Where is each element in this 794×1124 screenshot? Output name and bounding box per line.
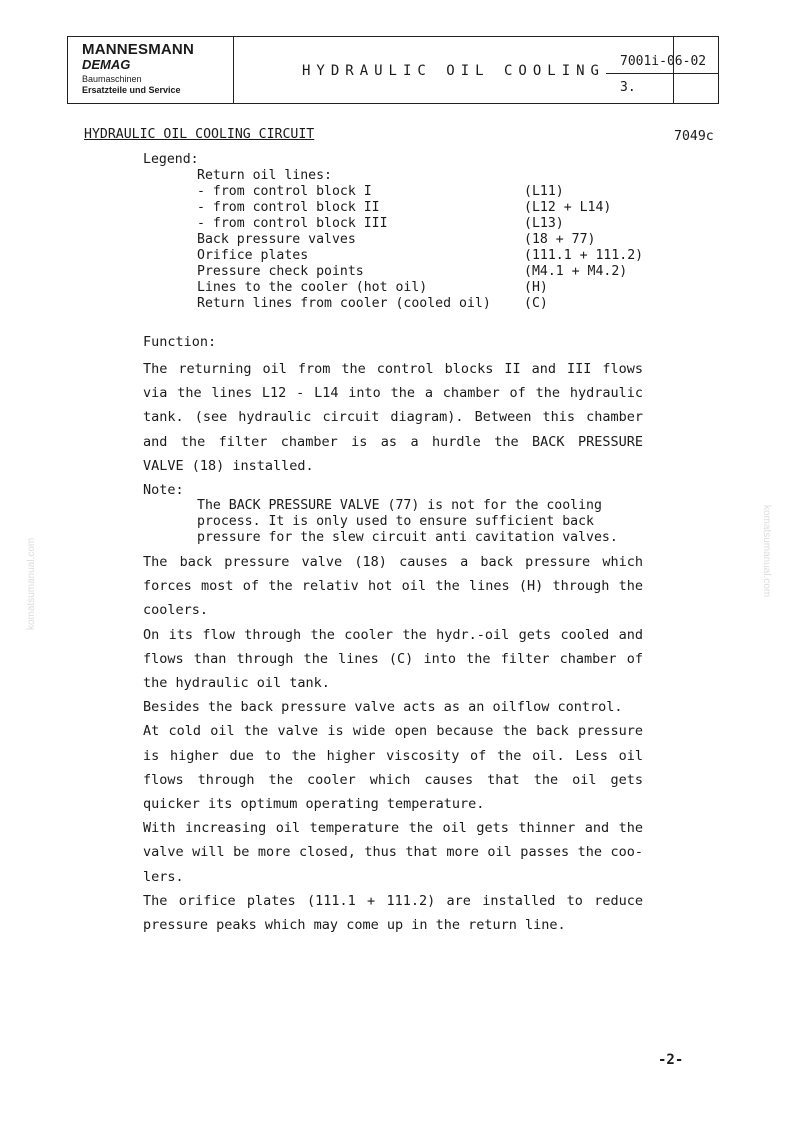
note-line: pressure for the slew circuit anti cavitation valves.	[197, 530, 618, 545]
header-title: HYDRAULIC OIL COOLING	[301, 63, 605, 79]
brand-service: Ersatzteile und Service	[82, 85, 181, 95]
function-label: Function:	[143, 334, 217, 350]
page-number: -2-	[658, 1052, 684, 1068]
legend-ref: (L13)	[524, 216, 564, 231]
legend-item: Return oil lines:	[197, 168, 332, 183]
text-line: VALVE (18) installed.	[143, 457, 314, 474]
brand-block	[68, 37, 234, 103]
doc-number: 7001i-06-02	[620, 54, 707, 69]
note-line: process. It is only used to ensure sufficient back	[197, 514, 594, 529]
function-paragraph	[143, 550, 643, 937]
text-line: flows through the cooler which causes that the oil gets	[143, 771, 643, 788]
watermark-left: komatsumanual.com	[26, 537, 37, 630]
legend-item: Pressure check points	[197, 264, 364, 279]
text-line: The orifice plates (111.1 + 111.2) are installed to reduce	[143, 892, 643, 909]
function-paragraph	[143, 357, 643, 478]
legend-ref: (M4.1 + M4.2)	[524, 264, 628, 279]
text-line: At cold oil the valve is wide open because the back pressure	[143, 723, 643, 740]
legend-label: Legend:	[143, 152, 199, 167]
legend-ref: (L12 + L14)	[524, 200, 612, 215]
brand-sub: DEMAG	[82, 57, 131, 72]
header-ref-cell	[674, 37, 720, 103]
legend-item: Back pressure valves	[197, 232, 356, 247]
text-line: lers.	[143, 868, 184, 885]
text-line: is higher due to the higher viscosity of the oil. Less oil	[143, 747, 643, 764]
legend-item: - from control block II	[197, 200, 380, 215]
page-code: 3.	[620, 80, 636, 95]
text-line: forces most of the relativ hot oil the lines (H) through the	[143, 578, 643, 595]
note-label: Note:	[143, 482, 184, 498]
text-line: via the lines L12 - L14 into the a chamber of the hydraulic	[143, 385, 643, 402]
text-line: the hydraulic oil tank.	[143, 675, 330, 692]
text-line: The back pressure valve (18) causes a back pressure which	[143, 554, 643, 570]
text-line: coolers.	[143, 602, 209, 619]
legend-ref: (H)	[524, 280, 548, 295]
brand-name: MANNESMANN	[82, 41, 194, 58]
text-line: Besides the back pressure valve acts as an oilflow control.	[143, 699, 623, 716]
text-line: and the filter chamber is as a hurdle the BACK PRESSURE	[143, 433, 643, 450]
note-line: The BACK PRESSURE VALVE (77) is not for the cooling	[197, 498, 602, 513]
brand-division: Baumaschinen	[82, 74, 142, 84]
text-line: On its flow through the cooler the hydr.-oil gets cooled and	[143, 626, 643, 643]
text-line: pressure peaks which may come up in the return line.	[143, 917, 566, 934]
section-code: 7049c	[674, 129, 714, 144]
legend-ref: (L11)	[524, 184, 564, 199]
text-line: The returning oil from the control blocks II and III flows	[143, 361, 643, 377]
legend-ref: (C)	[524, 296, 548, 311]
text-line: With increasing oil temperature the oil gets thinner and the	[143, 820, 643, 837]
text-line: flows than through the lines (C) into the filter chamber of	[143, 650, 643, 667]
legend-item: - from control block III	[197, 216, 388, 231]
legend-item: Orifice plates	[197, 248, 309, 263]
header-divider	[606, 73, 719, 74]
header-title-cell	[234, 37, 674, 103]
section-heading: HYDRAULIC OIL COOLING CIRCUIT	[84, 127, 315, 142]
legend-ref: (111.1 + 111.2)	[524, 248, 644, 263]
text-line: quicker its optimum operating temperature.	[143, 796, 485, 813]
legend-item: - from control block I	[197, 184, 372, 199]
legend-ref: (18 + 77)	[524, 232, 596, 247]
legend-item: Lines to the cooler (hot oil)	[197, 280, 428, 295]
text-line: tank. (see hydraulic circuit diagram). Between this chamber	[143, 409, 643, 426]
legend-item: Return lines from cooler (cooled oil)	[197, 296, 491, 311]
watermark-right: komatsumanual.com	[761, 505, 772, 598]
text-line: valve will be more closed, thus that more oil passes the coo-	[143, 844, 643, 861]
